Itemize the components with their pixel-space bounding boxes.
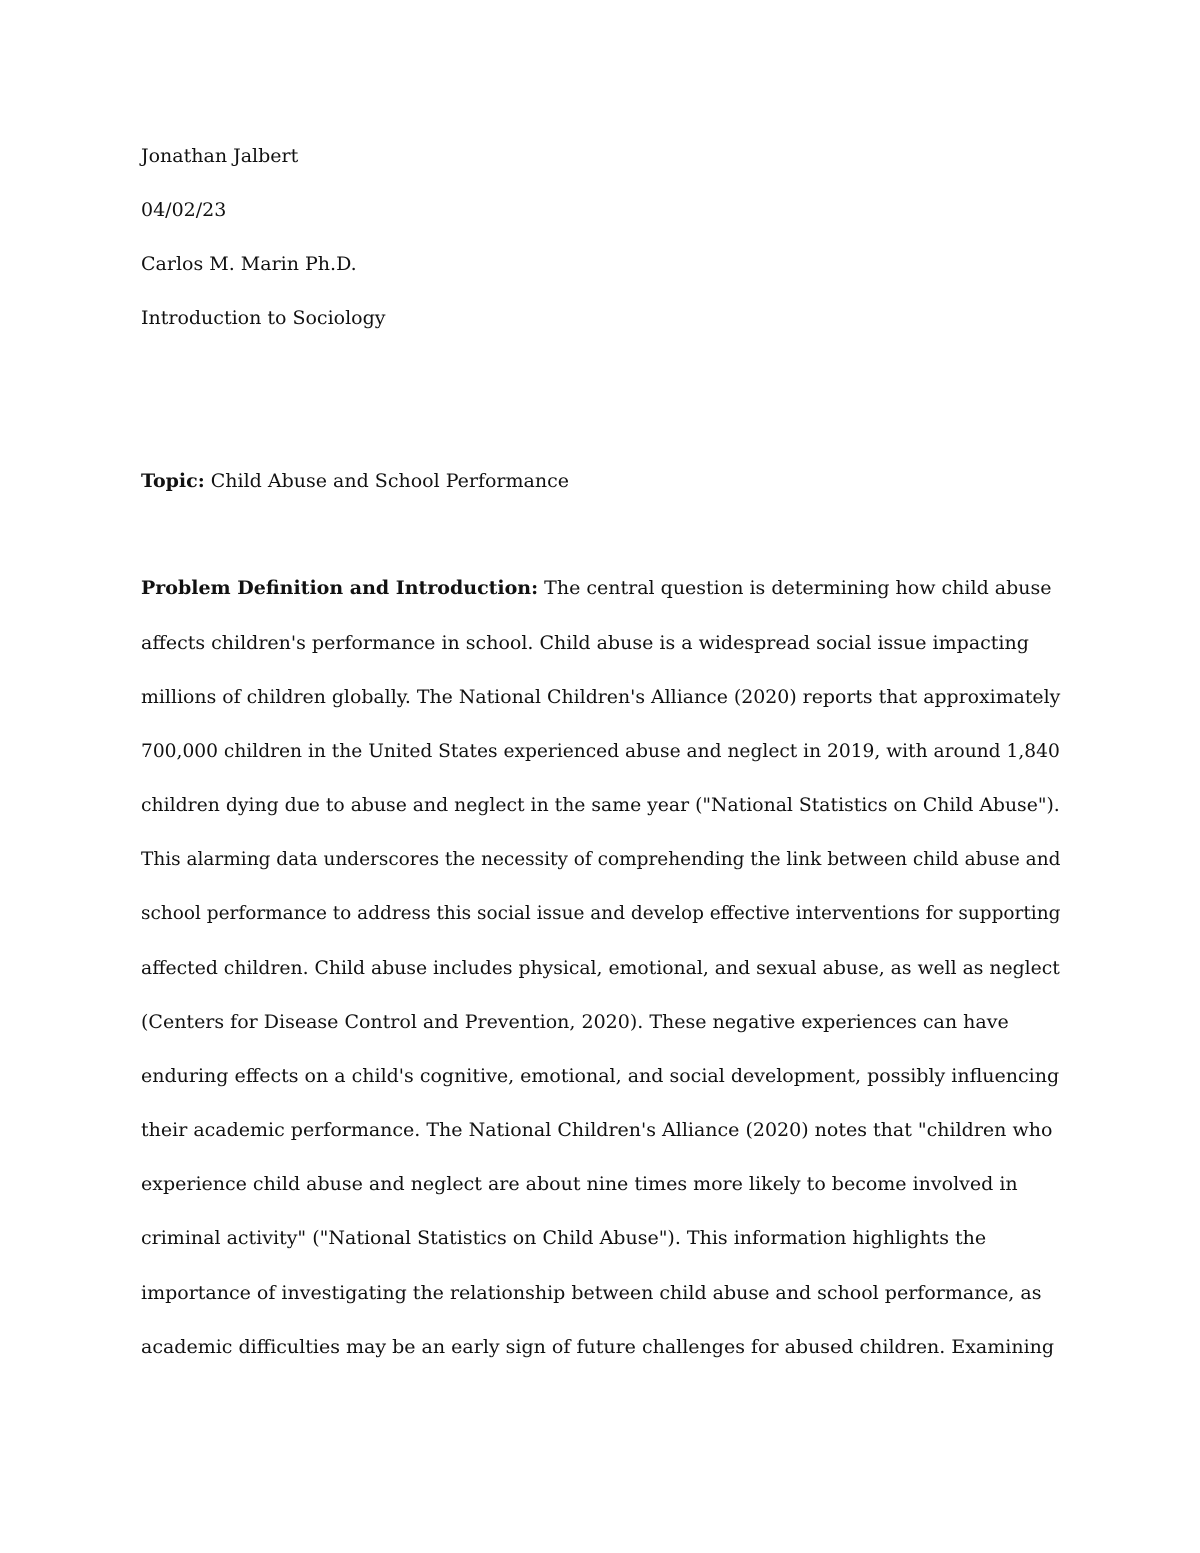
problem-label: Problem Definition and Introduction: (141, 577, 539, 599)
paragraph-line: criminal activity" ("National Statistics on Child Abuse"). This information highlights the (141, 1227, 987, 1249)
paragraph-line: affects children's performance in school. Child abuse is a widespread social issue impacting (141, 632, 1029, 654)
paragraph-line: (Centers for Disease Control and Prevention, 2020). These negative experiences can have (141, 1011, 1009, 1033)
paragraph-line: enduring effects on a child's cognitive, emotional, and social development, possibly influencing (141, 1065, 1060, 1087)
problem-first-line (141, 576, 1052, 600)
paragraph-line: academic difficulties may be an early sign of future challenges for abused children. Examining (141, 1336, 1055, 1358)
paragraph-line: millions of children globally. The National Children's Alliance (2020) reports that approximately (141, 686, 1061, 708)
paragraph-line: children dying due to abuse and neglect in the same year ("National Statistics on Child Abuse"). (141, 794, 1060, 816)
author-name: Jonathan Jalbert (141, 145, 299, 167)
instructor-name: Carlos M. Marin Ph.D. (141, 253, 357, 275)
topic-line (141, 469, 569, 493)
date-line: 04/02/23 (141, 199, 227, 221)
paragraph-line: school performance to address this social issue and develop effective interventions for supporting (141, 902, 1061, 924)
paragraph-line: importance of investigating the relationship between child abuse and school performance, as (141, 1282, 1042, 1304)
paragraph-line: 700,000 children in the United States experienced abuse and neglect in 2019, with around 1,840 (141, 740, 1060, 762)
topic-label: Topic: (141, 470, 205, 492)
problem-first-line-text: The central question is determining how child abuse (538, 577, 1052, 599)
paragraph-line: experience child abuse and neglect are about nine times more likely to become involved in (141, 1173, 1018, 1195)
topic-text: Child Abuse and School Performance (204, 470, 569, 492)
paragraph-line: This alarming data underscores the necessity of comprehending the link between child abuse and (141, 848, 1061, 870)
paragraph-line: affected children. Child abuse includes physical, emotional, and sexual abuse, as well as neglect (141, 957, 1060, 979)
course-name: Introduction to Sociology (141, 307, 386, 329)
paragraph-line: their academic performance. The National Children's Alliance (2020) notes that "children who (141, 1119, 1053, 1141)
